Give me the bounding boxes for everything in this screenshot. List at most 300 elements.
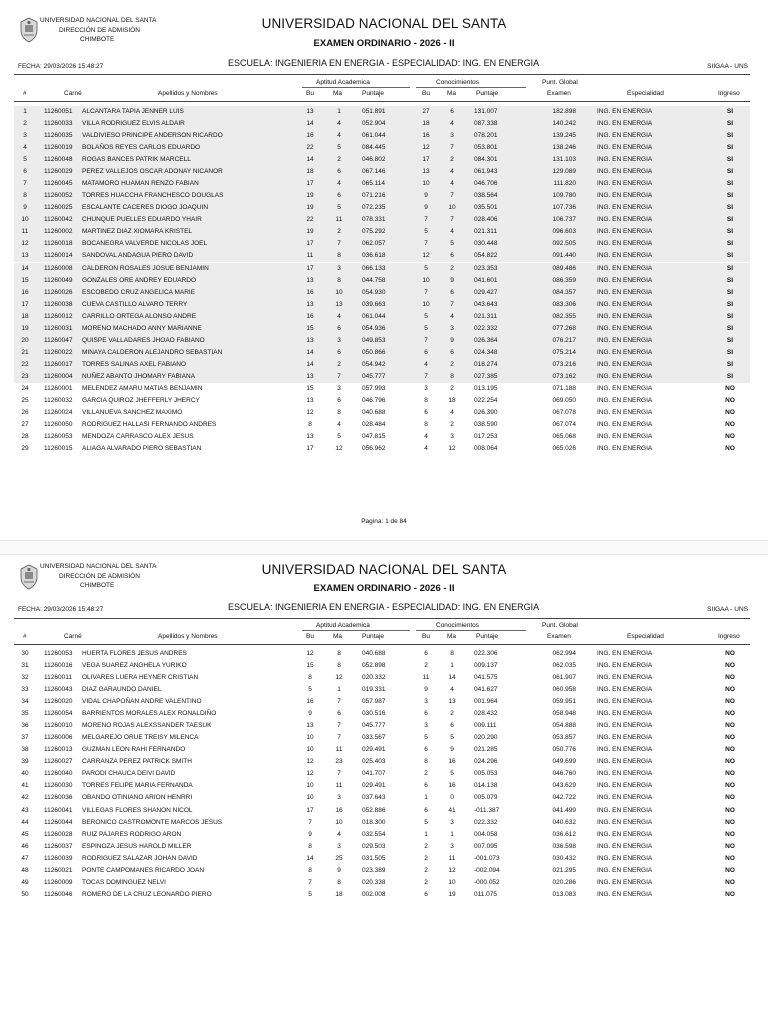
conocimientos-ma: 6 (450, 288, 454, 296)
carne: 11260039 (44, 854, 73, 862)
conocimientos-puntaje: 022.332 (474, 324, 498, 332)
aptitud-bu: 13 (306, 276, 314, 284)
aptitud-puntaje: 002.008 (362, 890, 386, 898)
full-name: MATAMORO HUAMAN RENZO FABIAN (82, 180, 199, 188)
punt-global: 082.355 (552, 312, 576, 320)
conocimientos-ma: 4 (450, 120, 454, 128)
carne: 11260047 (44, 336, 73, 344)
especialidad: ING. EN ENERGIA (597, 336, 653, 344)
conocimientos-puntaje: 022.306 (474, 650, 498, 657)
full-name: VILLA RODRIGUEZ ELVIS ALDAIR (82, 120, 185, 128)
aptitud-ma: 8 (337, 662, 341, 670)
aptitud-bu: 17 (306, 806, 314, 814)
conocimientos-puntaje: 084.301 (474, 156, 498, 164)
conocimientos-puntaje: -000.052 (474, 878, 500, 886)
table-row (14, 347, 750, 359)
conocimientos-ma: 4 (450, 686, 454, 694)
aptitud-puntaje: 052.886 (362, 806, 386, 814)
punt-global: 050.776 (552, 746, 576, 754)
especialidad: ING. EN ENERGIA (597, 348, 653, 356)
especialidad: ING. EN ENERGIA (597, 698, 653, 706)
especialidad: ING. EN ENERGIA (597, 192, 653, 200)
row-number: 38 (21, 746, 29, 754)
punt-global: 138.246 (552, 144, 576, 152)
conocimientos-ma: 8 (450, 650, 454, 657)
table-row (14, 335, 750, 347)
carne: 11260001 (44, 384, 73, 392)
row-number: 1 (23, 108, 27, 115)
aptitud-bu: 12 (306, 409, 314, 416)
conocimientos-bu: 6 (424, 746, 428, 754)
especialidad: ING. EN ENERGIA (597, 312, 653, 320)
row-number: 2 (23, 120, 27, 128)
punt-global: 089.486 (552, 264, 576, 272)
especialidad: ING. EN ENERGIA (597, 662, 653, 670)
aptitud-ma: 2 (337, 228, 341, 236)
row-number: 26 (21, 409, 29, 416)
conocimientos-puntaje: 029.427 (474, 288, 498, 296)
aptitud-puntaje: 032.554 (362, 830, 386, 838)
ingreso: SI (726, 120, 734, 128)
especialidad: ING. EN ENERGIA (597, 746, 653, 754)
aptitud-puntaje: 066.133 (362, 264, 386, 272)
table-row (14, 130, 750, 142)
full-name: RUIZ PAJARES RODRIGO ARON (82, 830, 182, 838)
aptitud-ma: 4 (337, 120, 341, 128)
conocimientos-puntaje: 021.311 (474, 228, 498, 236)
conocimientos-ma: 1 (450, 830, 454, 838)
row-number: 9 (23, 204, 27, 212)
system-label: SIIGAA - UNS (707, 63, 748, 70)
aptitud-underline (302, 87, 410, 88)
punt-global: 107.736 (552, 204, 576, 212)
conocimientos-bu: 5 (424, 312, 428, 320)
table-row (14, 263, 750, 275)
full-name: PONTE CAMPOMANES RICARDO JOAN (82, 866, 205, 874)
carne: 11260032 (44, 396, 73, 404)
conocimientos-puntaje: 023.353 (474, 264, 498, 272)
full-name: CALDERON ROSALES JOSUE BENJAMIN (82, 264, 209, 272)
especialidad: ING. EN ENERGIA (597, 288, 653, 296)
row-number: 19 (21, 324, 29, 332)
aptitud-bu: 10 (306, 746, 314, 754)
row-number: 29 (21, 445, 29, 453)
carne: 11260036 (44, 794, 73, 802)
conocimientos-ma: 13 (448, 698, 456, 706)
ingreso: NO (725, 842, 735, 850)
aptitud-ma: 7 (337, 372, 341, 380)
aptitud-ma: 5 (337, 204, 341, 212)
conocimientos-bu: 3 (424, 722, 428, 730)
aptitud-puntaje: 072.235 (362, 204, 386, 212)
aptitud-ma: 3 (337, 842, 341, 850)
aptitud-bu: 9 (308, 710, 312, 718)
aptitud-bu: 17 (306, 445, 314, 453)
punt-global: 076.217 (552, 336, 576, 344)
conocimientos-bu: 6 (424, 409, 428, 416)
conocimientos-bu: 2 (424, 770, 428, 778)
full-name: BOCANEGRA VALVERDE NICOLAS JOEL (82, 240, 208, 248)
punt-global: 060.958 (552, 686, 576, 694)
group-aptitud: Aptitud Academica (316, 622, 370, 629)
especialidad: ING. EN ENERGIA (597, 372, 653, 380)
aptitud-bu: 8 (308, 842, 312, 850)
aptitud-ma: 25 (335, 854, 343, 862)
ingreso: NO (725, 830, 735, 838)
punt-global: 140.242 (552, 120, 576, 128)
conocimientos-ma: 3 (450, 433, 454, 441)
carne: 11260029 (44, 168, 73, 176)
row-number: 36 (21, 722, 29, 730)
ingreso: SI (726, 216, 734, 224)
conocimientos-ma: 4 (450, 180, 454, 188)
table-row (14, 238, 750, 250)
conocimientos-ma: 7 (450, 144, 454, 152)
punt-global: 092.505 (552, 240, 576, 248)
carne: 11260021 (44, 866, 73, 874)
carne: 11260027 (44, 758, 73, 766)
table-row (14, 395, 750, 407)
row-number: 50 (21, 890, 29, 898)
conocimientos-ma: 10 (448, 204, 456, 212)
conocimientos-puntaje: 027.385 (474, 372, 498, 380)
ingreso: NO (725, 662, 735, 670)
punt-global: 071.188 (552, 384, 576, 392)
table-row (14, 865, 750, 877)
punt-global: 053.857 (552, 734, 576, 742)
conocimientos-bu: 8 (424, 396, 428, 404)
aptitud-bu: 13 (306, 108, 314, 115)
full-name: CUEVA CASTILLO ALVARO TERRY (82, 300, 188, 308)
conocimientos-bu: 11 (422, 674, 430, 682)
aptitud-ma: 4 (337, 312, 341, 320)
row-number: 7 (23, 180, 27, 188)
table-row (14, 805, 750, 817)
aptitud-puntaje: 065.114 (362, 180, 386, 188)
direction-name: DIRECCIÓN DE ADMISIÓN (59, 572, 140, 580)
conocimientos-ma: 6 (450, 722, 454, 730)
conocimientos-puntaje: 041.601 (474, 276, 498, 284)
punt-global: 067.078 (552, 409, 576, 416)
aptitud-ma: 12 (335, 445, 343, 453)
especialidad: ING. EN ENERGIA (597, 674, 653, 682)
conocimientos-puntaje: 005.079 (474, 794, 498, 802)
punt-global: 062.035 (552, 662, 576, 670)
ingreso: NO (725, 674, 735, 682)
exam-title: EXAMEN ORDINARIO - 2026 - II (313, 583, 455, 594)
aptitud-puntaje: 036.618 (362, 252, 386, 260)
aptitud-bu: 17 (306, 264, 314, 272)
aptitud-bu: 19 (306, 204, 314, 212)
ingreso: SI (726, 192, 734, 200)
ingreso: SI (726, 204, 734, 212)
col-carne: Carné (64, 633, 82, 640)
punt-global: 084.357 (552, 288, 576, 296)
full-name: ESCOBEDO CRUZ ANGELICA MARIE (82, 288, 196, 296)
aptitud-puntaje: 057.993 (362, 384, 386, 392)
row-number: 49 (21, 878, 29, 886)
punt-global: 091.440 (552, 252, 576, 260)
especialidad: ING. EN ENERGIA (597, 421, 653, 429)
ingreso: NO (725, 433, 735, 441)
conocimientos-bu: 7 (424, 240, 428, 248)
punt-global: 069.050 (552, 396, 576, 404)
punt-global: 036.612 (552, 830, 576, 838)
row-number: 11 (21, 228, 29, 236)
aptitud-puntaje: 061.044 (362, 312, 386, 320)
aptitud-ma: 4 (337, 830, 341, 838)
row-number: 18 (21, 312, 29, 320)
row-number: 6 (23, 168, 27, 176)
aptitud-ma: 1 (337, 108, 341, 115)
conocimientos-bu: 9 (424, 204, 428, 212)
conocimientos-ma: 7 (450, 216, 454, 224)
system-label: SIIGAA - UNS (707, 606, 748, 613)
row-number: 3 (23, 132, 27, 140)
conocimientos-bu: 4 (424, 360, 428, 368)
ingreso: SI (726, 156, 734, 164)
ingreso: SI (726, 144, 734, 152)
aptitud-ma: 3 (337, 336, 341, 344)
especialidad: ING. EN ENERGIA (597, 168, 653, 176)
ingreso: SI (726, 276, 734, 284)
especialidad: ING. EN ENERGIA (597, 842, 653, 850)
ingreso: SI (726, 348, 734, 356)
table-row (14, 118, 750, 130)
full-name: RODRIGUEZ SALAZAR JOHAN DAVID (82, 854, 198, 862)
especialidad: ING. EN ENERGIA (597, 132, 653, 140)
carne: 11260017 (44, 360, 73, 368)
conocimientos-bu: 5 (424, 734, 428, 742)
conocimientos-ma: 16 (448, 782, 456, 790)
full-name: TORRES SALINAS AXEL FABIANO (82, 360, 187, 368)
especialidad: ING. EN ENERGIA (597, 734, 653, 742)
conocimientos-puntaje: 028.432 (474, 710, 498, 718)
row-number: 46 (21, 842, 29, 850)
ingreso: NO (725, 746, 735, 754)
carne: 11260046 (44, 890, 73, 898)
especialidad: ING. EN ENERGIA (597, 758, 653, 766)
aptitud-ma: 9 (337, 866, 341, 874)
aptitud-bu: 12 (306, 650, 314, 657)
conocimientos-puntaje: -011.387 (474, 806, 500, 814)
conocimientos-ma: 6 (450, 252, 454, 260)
conocimientos-puntaje: 046.706 (474, 180, 498, 188)
ingreso: NO (725, 710, 735, 718)
conocimientos-bu: 8 (424, 421, 428, 429)
punt-global: 046.760 (552, 770, 576, 778)
aptitud-bu: 5 (308, 686, 312, 694)
aptitud-ma: 13 (335, 300, 343, 308)
carne: 11260049 (44, 276, 73, 284)
table-row (14, 792, 750, 804)
conocimientos-bu: 18 (422, 120, 430, 128)
conocimientos-puntaje: 026.390 (474, 409, 498, 416)
conocimientos-bu: 5 (424, 264, 428, 272)
especialidad: ING. EN ENERGIA (597, 120, 653, 128)
ingreso: NO (725, 421, 735, 429)
especialidad: ING. EN ENERGIA (597, 878, 653, 886)
conocimientos-underline (416, 630, 526, 631)
punt-global: 036.598 (552, 842, 576, 850)
aptitud-puntaje: 054.930 (362, 288, 386, 296)
conocimientos-ma: 16 (448, 758, 456, 766)
full-name: ROGAS BANCES PATRIK MARCELL (82, 156, 191, 164)
conocimientos-ma: 18 (448, 396, 456, 404)
carne: 11260020 (44, 698, 73, 706)
aptitud-puntaje: 033.567 (362, 734, 386, 742)
punt-global: 073.216 (552, 360, 576, 368)
conocimientos-puntaje: 030.448 (474, 240, 498, 248)
conocimientos-ma: 1 (450, 662, 454, 670)
conocimientos-ma: 9 (450, 336, 454, 344)
conocimientos-ma: 4 (450, 168, 454, 176)
full-name: VILLANUEVA SANCHEZ MAXIMO (82, 409, 183, 416)
aptitud-bu: 19 (306, 192, 314, 200)
punt-global: 058.948 (552, 710, 576, 718)
col-bu: Bu (306, 633, 314, 640)
carne: 11260004 (44, 372, 73, 380)
col-puntaje: Puntaje (476, 90, 499, 97)
conocimientos-bu: 3 (424, 698, 428, 706)
aptitud-puntaje: 078.331 (362, 216, 386, 224)
aptitud-ma: 7 (337, 240, 341, 248)
table-row (14, 383, 750, 395)
table-row (14, 672, 750, 684)
aptitud-bu: 14 (306, 156, 314, 164)
report-date: FECHA: 29/03/2026 15:48:27 (18, 606, 104, 613)
conocimientos-puntaje: 018.274 (474, 360, 498, 368)
table-row (14, 780, 750, 792)
conocimientos-puntaje: 004.058 (474, 830, 498, 838)
full-name: VIDAL CHAPOÑAN ANDRE VALENTINO (82, 698, 202, 706)
punt-global: 061.907 (552, 674, 576, 682)
carne: 11260053 (44, 433, 73, 441)
ingreso: SI (726, 168, 734, 176)
aptitud-puntaje: 045.777 (362, 372, 386, 380)
aptitud-puntaje: 037.643 (362, 794, 386, 802)
table-row (14, 431, 750, 443)
aptitud-bu: 12 (306, 770, 314, 778)
carne: 11260038 (44, 300, 73, 308)
aptitud-puntaje: 051.891 (362, 108, 386, 115)
ingreso: SI (726, 252, 734, 260)
aptitud-puntaje: 020.338 (362, 878, 386, 886)
carne: 11260053 (44, 650, 73, 657)
carne: 11260051 (44, 108, 73, 115)
aptitud-puntaje: 029.491 (362, 746, 386, 754)
table-row (14, 178, 750, 190)
conocimientos-puntaje: 024.296 (474, 758, 498, 766)
conocimientos-ma: 11 (448, 854, 456, 862)
especialidad: ING. EN ENERGIA (597, 396, 653, 404)
especialidad: ING. EN ENERGIA (597, 216, 653, 224)
row-number: 27 (21, 421, 29, 429)
col-puntaje: Puntaje (476, 633, 499, 640)
aptitud-bu: 13 (306, 722, 314, 730)
ingreso: NO (725, 650, 735, 657)
aptitud-bu: 13 (306, 300, 314, 308)
conocimientos-puntaje: 026.364 (474, 336, 498, 344)
aptitud-puntaje: 045.777 (362, 722, 386, 730)
carne: 11260019 (44, 144, 73, 152)
aptitud-puntaje: 046.796 (362, 396, 386, 404)
punt-global: 129.089 (552, 168, 576, 176)
aptitud-bu: 18 (306, 168, 314, 176)
especialidad: ING. EN ENERGIA (597, 782, 653, 790)
aptitud-ma: 8 (337, 650, 341, 657)
aptitud-puntaje: 030.516 (362, 710, 386, 718)
aptitud-bu: 16 (306, 288, 314, 296)
table-row (14, 841, 750, 853)
conocimientos-puntaje: 043.643 (474, 300, 498, 308)
full-name: ESCALANTE CACERES DIOGO JOAQUIN (82, 204, 209, 212)
conocimientos-puntaje: 007.095 (474, 842, 498, 850)
row-number: 40 (21, 770, 29, 778)
conocimientos-ma: 2 (450, 421, 454, 429)
aptitud-ma: 23 (335, 758, 343, 766)
conocimientos-bu: 13 (422, 168, 430, 176)
conocimientos-puntaje: 009.111 (474, 722, 497, 730)
table-row (14, 202, 750, 214)
divider (14, 101, 750, 102)
aptitud-bu: 13 (306, 336, 314, 344)
especialidad: ING. EN ENERGIA (597, 710, 653, 718)
aptitud-puntaje: 056.962 (362, 445, 386, 453)
full-name: TORRES HUACCHA FRANCHESCO DOUGLAS (82, 192, 224, 200)
aptitud-ma: 10 (335, 288, 343, 296)
punt-global: 021.295 (552, 866, 576, 874)
aptitud-puntaje: 041.707 (362, 770, 386, 778)
aptitud-ma: 7 (337, 770, 341, 778)
aptitud-bu: 19 (306, 228, 314, 236)
punt-global: 131.103 (552, 156, 576, 164)
col-bu: Bu (422, 90, 430, 97)
full-name: ROMERO DE LA CRUZ LEONARDO PIERO (82, 890, 212, 898)
aptitud-puntaje: 025.403 (362, 758, 386, 766)
aptitud-bu: 14 (306, 360, 314, 368)
table-row (14, 696, 750, 708)
carne: 11260031 (44, 324, 73, 332)
row-number: 37 (21, 734, 29, 742)
punt-global: 096.603 (552, 228, 576, 236)
row-number: 34 (21, 698, 29, 706)
group-conocimientos: Conocimientos (436, 622, 479, 629)
table-row (14, 299, 750, 311)
col-puntaje: Puntaje (362, 633, 385, 640)
table-row (14, 214, 750, 226)
especialidad: ING. EN ENERGIA (597, 830, 653, 838)
conocimientos-bu: 7 (424, 288, 428, 296)
especialidad: ING. EN ENERGIA (597, 409, 653, 416)
aptitud-ma: 6 (337, 348, 341, 356)
conocimientos-bu: 17 (422, 156, 430, 164)
full-name: MELGAREJO ORUE TREISY MILENCA (82, 734, 199, 742)
carne: 11260013 (44, 746, 73, 754)
conocimientos-puntaje: 022.332 (474, 818, 498, 826)
especialidad: ING. EN ENERGIA (597, 770, 653, 778)
ingreso: NO (725, 445, 735, 453)
especialidad: ING. EN ENERGIA (597, 794, 653, 802)
aptitud-bu: 12 (306, 758, 314, 766)
aptitud-puntaje: 029.503 (362, 842, 386, 850)
conocimientos-bu: 6 (424, 650, 428, 657)
col-num: # (23, 90, 27, 97)
group-aptitud: Aptitud Academica (316, 79, 370, 86)
col-examen: Examen (547, 90, 571, 97)
aptitud-ma: 5 (337, 144, 341, 152)
aptitud-bu: 17 (306, 180, 314, 188)
